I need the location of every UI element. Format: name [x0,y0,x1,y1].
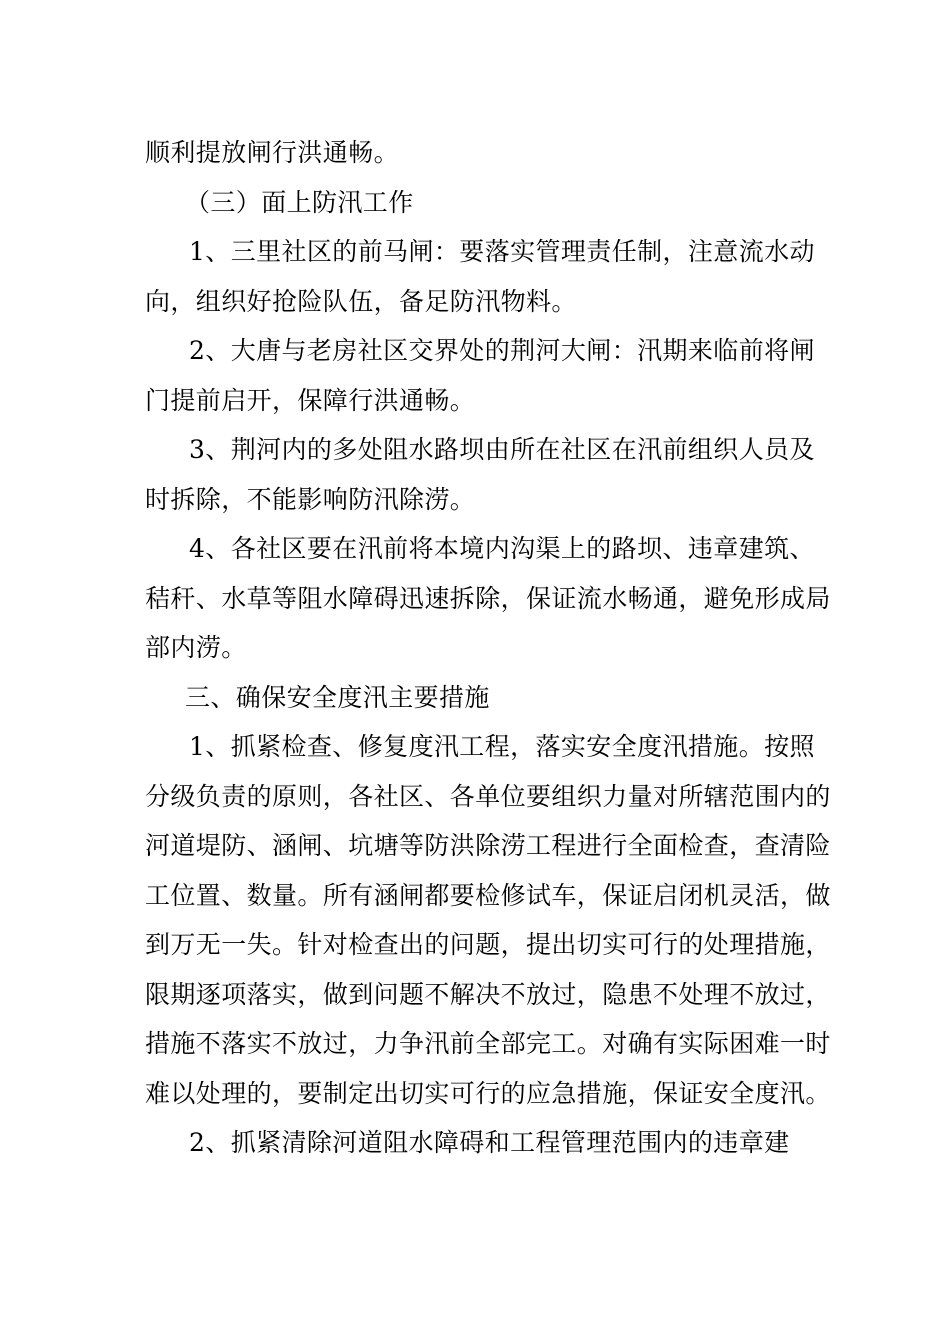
list-item-2: 2、大唐与老房社区交界处的荆河大闸：汛期来临前将闸门提前启开，保障行洪通畅。 [145,336,815,415]
document-body [145,128,835,1168]
paragraph-continuation: 顺利提放闸行洪通畅。 [145,138,400,167]
list-item-4: 4、各社区要在汛前将本境内沟渠上的路坝、违章建筑、秸秆、水草等阻水障碍迅速拆除，保证流水畅通，避免形成局部内涝。 [145,534,831,662]
list-item-1: 1、三里社区的前马闸：要落实管理责任制，注意流水动向，组织好抢险队伍，备足防汛物料。 [145,237,815,316]
list-item-3: 3、荆河内的多处阻水路坝由所在社区在汛前组织人员及时拆除，不能影响防汛除涝。 [145,435,815,514]
measure-item-1: 1、抓紧检查、修复度汛工程，落实安全度汛措施。按照分级负责的原则，各社区、各单位要组织力量对所辖范围内的河道堤防、涵闸、坑塘等防洪除涝工程进行全面检查，查清险工位置、数量。所有涵闸都要检修试车，保证启闭机灵活，做到万无一失。针对检查出的问题，提出切实可行的处理措施，限期逐项落实，做到问题不解决不放过，隐患不处理不放过，措施不落实不放过，力争汛前全部完工。对确有实际困难一时难以处理的，要制定出切实可行的应急措施，保证安全度汛。 [145,732,831,1108]
section-heading-3: （三）面上防汛工作 [185,187,414,217]
section-heading-measures: 三、确保安全度汛主要措施 [185,682,490,712]
measure-item-2: 2、抓紧清除河道阻水障碍和工程管理范围内的违章建 [189,1128,790,1157]
